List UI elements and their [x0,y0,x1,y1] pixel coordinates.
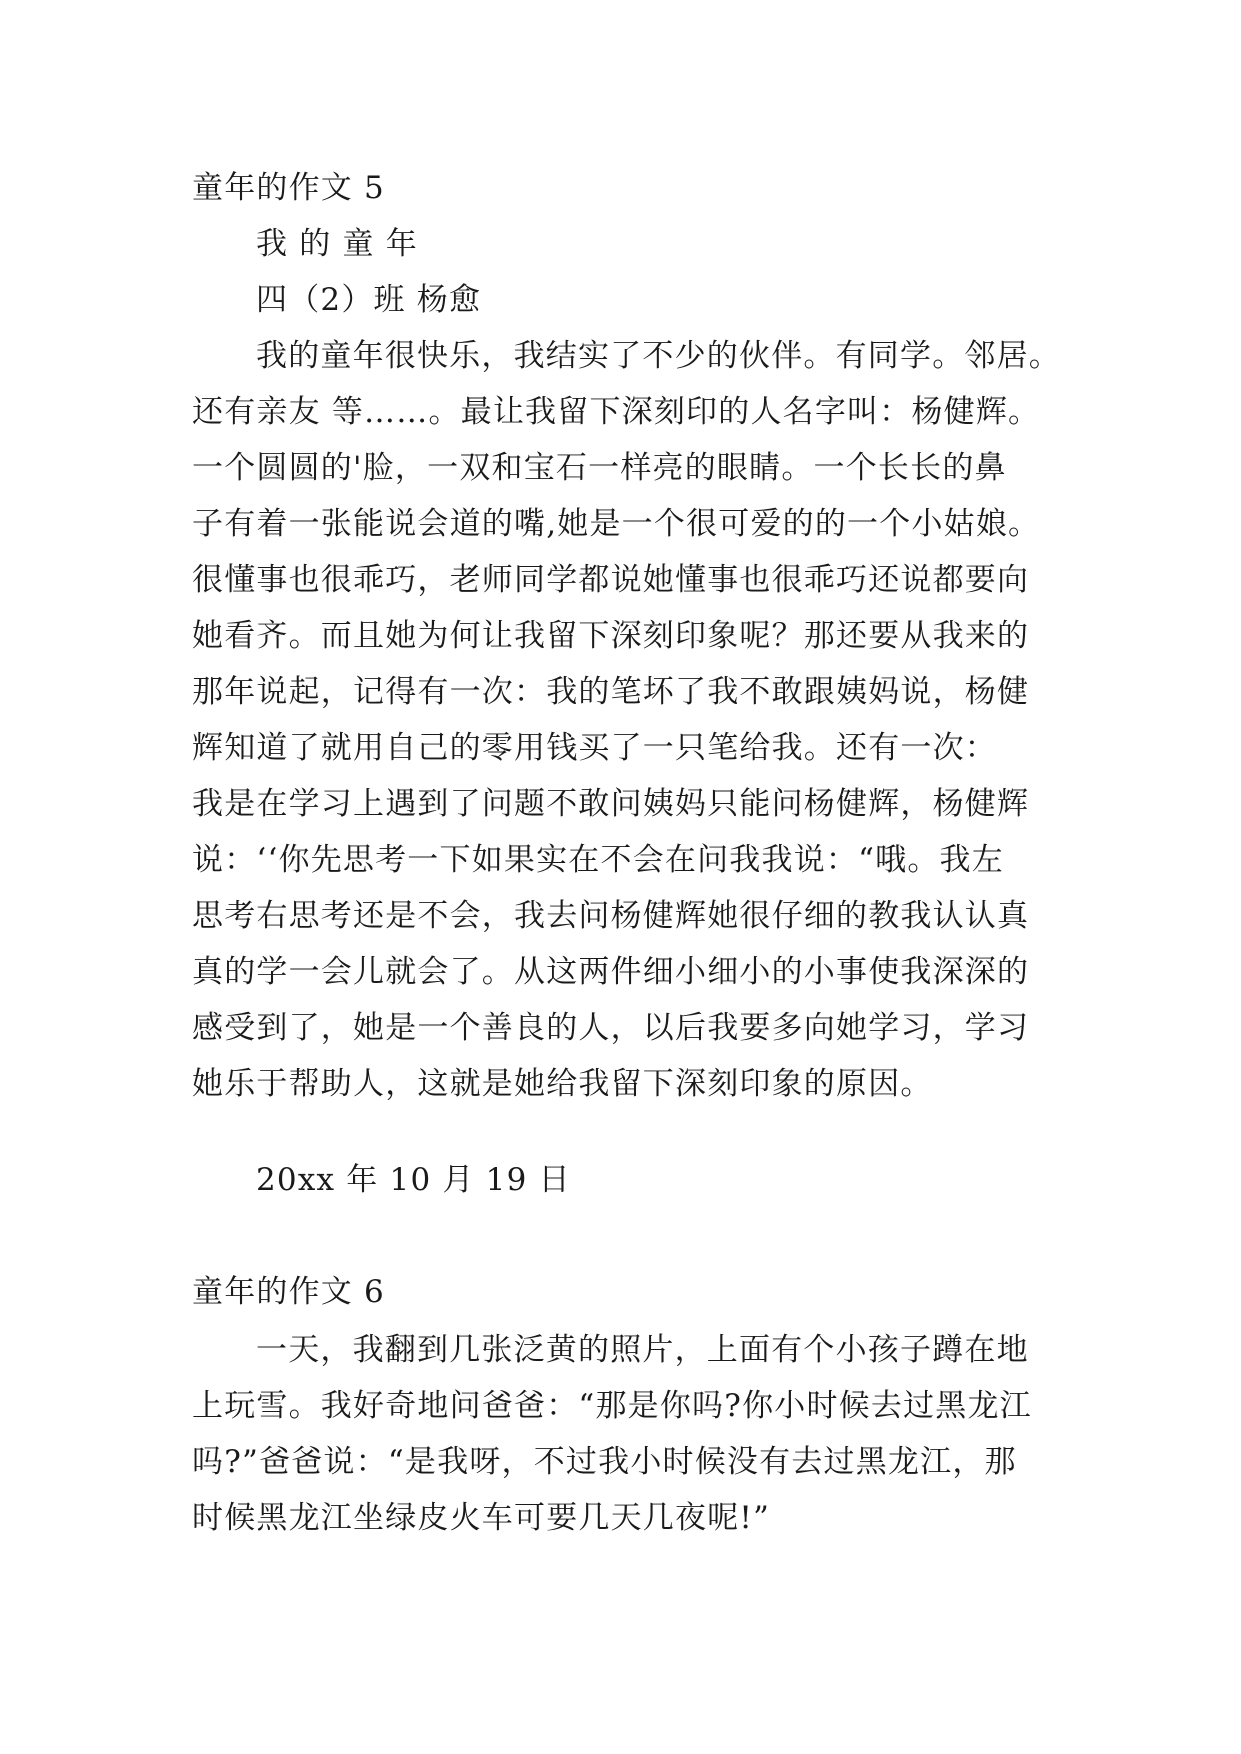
essay-5-paragraph-line: 辉知道了就用自己的零用钱买了一只笔给我。还有一次： [192,730,997,766]
essay-6-heading: 童年的作文 6 [192,1274,385,1310]
essay-5-paragraph-line: 很懂事也很乖巧，老师同学都说她懂事也很乖巧还说都要向 [192,562,1030,598]
essay-6-paragraph-line: 上玩雪。我好奇地问爸爸：“那是你吗?你小时候去过黑龙江 [192,1388,1032,1424]
essay-5-byline: 四（2）班 杨愈 [256,282,482,318]
essay-5-paragraph-line: 那年说起，记得有一次：我的笔坏了我不敢跟姨妈说，杨健 [192,674,1030,710]
essay-5-paragraph-line: 说：‘‘你先思考一下如果实在不会在问我我说：“哦。我左 [192,842,1004,878]
essay-6-paragraph-line: 一天，我翻到几张泛黄的照片，上面有个小孩子蹲在地 [256,1332,1029,1368]
essay-5-paragraph-line: 她看齐。而且她为何让我留下深刻印象呢？那还要从我来的 [192,618,1030,654]
essay-5-paragraph-line: 子有着一张能说会道的嘴,她是一个很可爱的的一个小姑娘。 [192,506,1041,542]
essay-5-heading: 童年的作文 5 [192,170,385,206]
essay-5-paragraph-line: 一个圆圆的'脸，一双和宝石一样亮的眼睛。一个长长的鼻 [192,450,1007,486]
essay-5-paragraph-line: 感受到了，她是一个善良的人，以后我要多向她学习，学习 [192,1010,1030,1046]
essay-5-paragraph-line: 我的童年很快乐，我结实了不少的伙伴。有同学。邻居。 [256,338,1061,374]
essay-5-date: 20xx 年 10 月 19 日 [256,1162,571,1198]
essay-5-paragraph-line: 真的学一会儿就会了。从这两件细小细小的小事使我深深的 [192,954,1030,990]
essay-6-paragraph-line: 时候黑龙江坐绿皮火车可要几天几夜呢!” [192,1500,771,1536]
essay-5-paragraph-line: 她乐于帮助人，这就是她给我留下深刻印象的原因。 [192,1066,933,1102]
essay-5-title: 我 的 童 年 [256,226,418,262]
essay-5-paragraph-line: 思考右思考还是不会，我去问杨健辉她很仔细的教我认认真 [192,898,1030,934]
essay-5-paragraph-line: 还有亲友 等……。最让我留下深刻印的人名字叫：杨健辉。 [192,394,1041,430]
essay-6-paragraph-line: 吗?”爸爸说：“是我呀，不过我小时候没有去过黑龙江，那 [192,1444,1017,1480]
essay-5-paragraph-line: 我是在学习上遇到了问题不敢问姨妈只能问杨健辉，杨健辉 [192,786,1030,822]
